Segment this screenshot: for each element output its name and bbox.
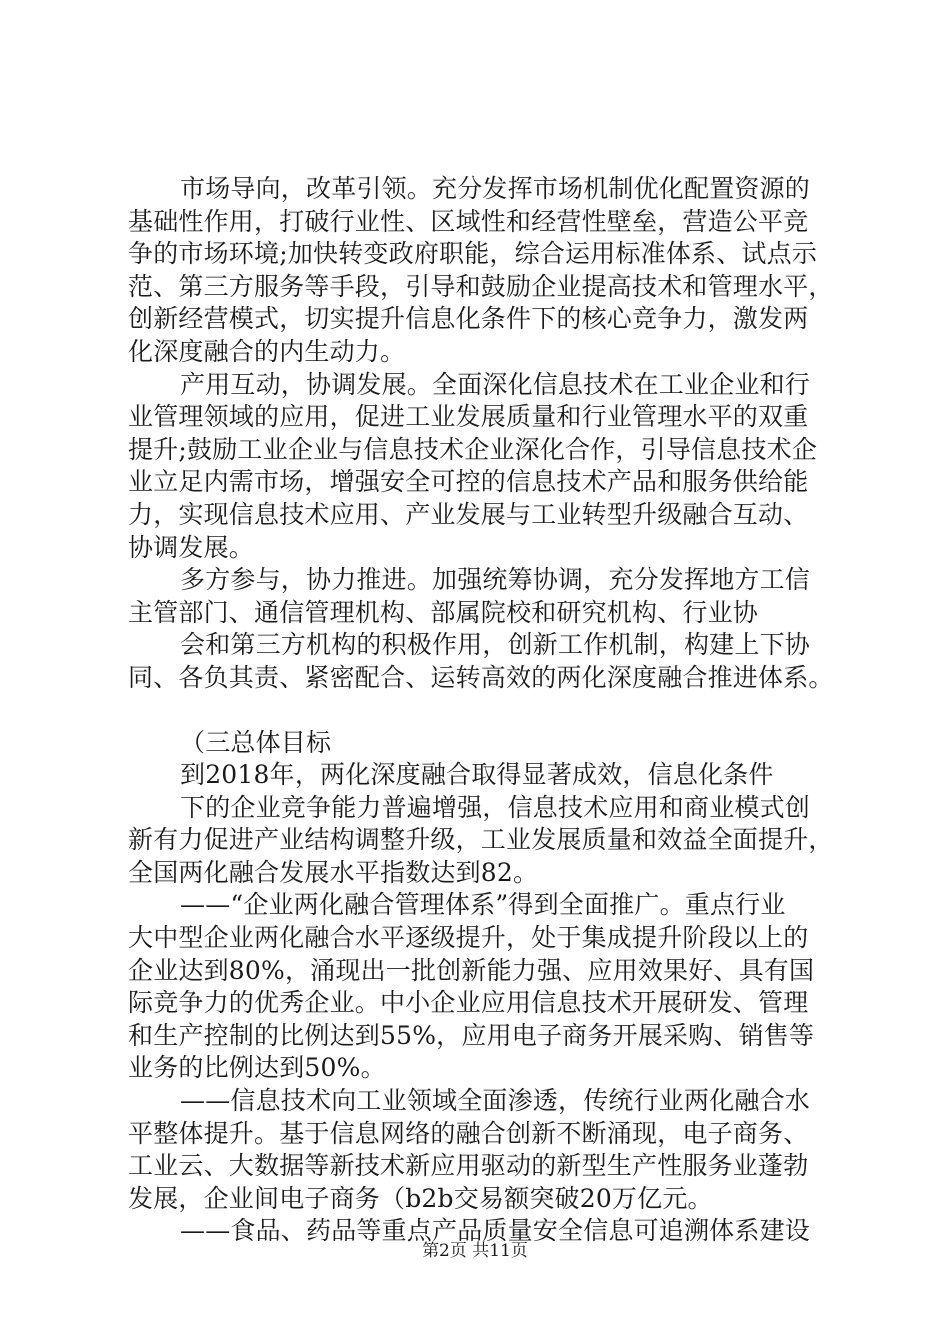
text-line: 业务的比例达到50%。 [128, 1053, 386, 1083]
text-line: 大中型企业两化融合水平逐级提升，处于集成提升阶段以上的 [128, 923, 809, 953]
text-line: ——信息技术向工业领域全面渗透，传统行业两化融合水 [180, 1086, 811, 1116]
text-line: 基础性作用，打破行业性、区域性和经营性壁垒，营造公平竞 [128, 206, 809, 236]
text-line: 际竞争力的优秀企业。中小企业应用信息技术开展研发、管理 [128, 988, 809, 1018]
page-number-footer: 第2页 共11页 [422, 1241, 528, 1261]
text-line: 业管理领域的应用，促进工业发展质量和行业管理水平的双重 [128, 402, 809, 432]
text-line: 新有力促进产业结构调整升级，工业发展质量和效益全面提升， [128, 825, 834, 855]
section-heading: （三总体目标 [180, 727, 332, 757]
text-line: 提升;鼓励工业企业与信息技术企业深化合作，引导信息技术企 [128, 434, 818, 464]
text-line: 化深度融合的内生动力。 [128, 336, 406, 366]
text-line: 全国两化融合发展水平指数达到82。 [128, 857, 539, 887]
text-line: 范、第三方服务等手段，引导和鼓励企业提高技术和管理水平， [128, 271, 834, 301]
text-line: 下的企业竞争能力普遍增强，信息技术应用和商业模式创 [180, 792, 811, 822]
text-line: 产用互动，协调发展。全面深化信息技术在工业企业和行 [180, 369, 811, 399]
text-line: 会和第三方机构的积极作用，创新工作机制，构建上下协 [180, 630, 811, 660]
text-line: 多方参与，协力推进。加强统筹协调，充分发挥地方工信 [180, 565, 811, 595]
text-line: 主管部门、通信管理机构、部属院校和研究机构、行业协 [128, 597, 759, 627]
text-line: 业立足内需市场，增强安全可控的信息技术产品和服务供给能 [128, 467, 809, 497]
text-line: 协调发展。 [128, 532, 255, 562]
text-line: 市场导向，改革引领。充分发挥市场机制优化配置资源的 [180, 174, 811, 203]
text-line: 企业达到80%，涌现出一批创新能力强、应用效果好、具有国 [128, 955, 815, 985]
text-line: ——“企业两化融合管理体系”得到全面推广。重点行业 [180, 890, 786, 920]
text-line: 发展，企业间电子商务（b2b交易额突破20万亿元。 [128, 1183, 713, 1213]
text-line: ——食品、药品等重点产品质量安全信息可追溯体系建设 [180, 1216, 811, 1246]
paragraph-gap [128, 695, 840, 727]
document-body [128, 173, 840, 1248]
text-line: 力，实现信息技术应用、产业发展与工业转型升级融合互动、 [128, 499, 809, 529]
text-line: 争的市场环境;加快转变政府职能，综合运用标准体系、试点示 [128, 239, 818, 269]
text-line: 工业云、大数据等新技术新应用驱动的新型生产性服务业蓬勃 [128, 1151, 809, 1181]
text-line: 平整体提升。基于信息网络的融合创新不断涌现，电子商务、 [128, 1118, 809, 1148]
text-line: 到2018年，两化深度融合取得显著成效，信息化条件 [180, 760, 774, 790]
text-line: 创新经营模式，切实提升信息化条件下的核心竞争力，激发两 [128, 304, 809, 334]
text-line: 和生产控制的比例达到55%，应用电子商务开展采购、销售等 [128, 1020, 815, 1050]
text-line: 同、各负其责、紧密配合、运转高效的两化深度融合推进体系。 [128, 662, 834, 692]
